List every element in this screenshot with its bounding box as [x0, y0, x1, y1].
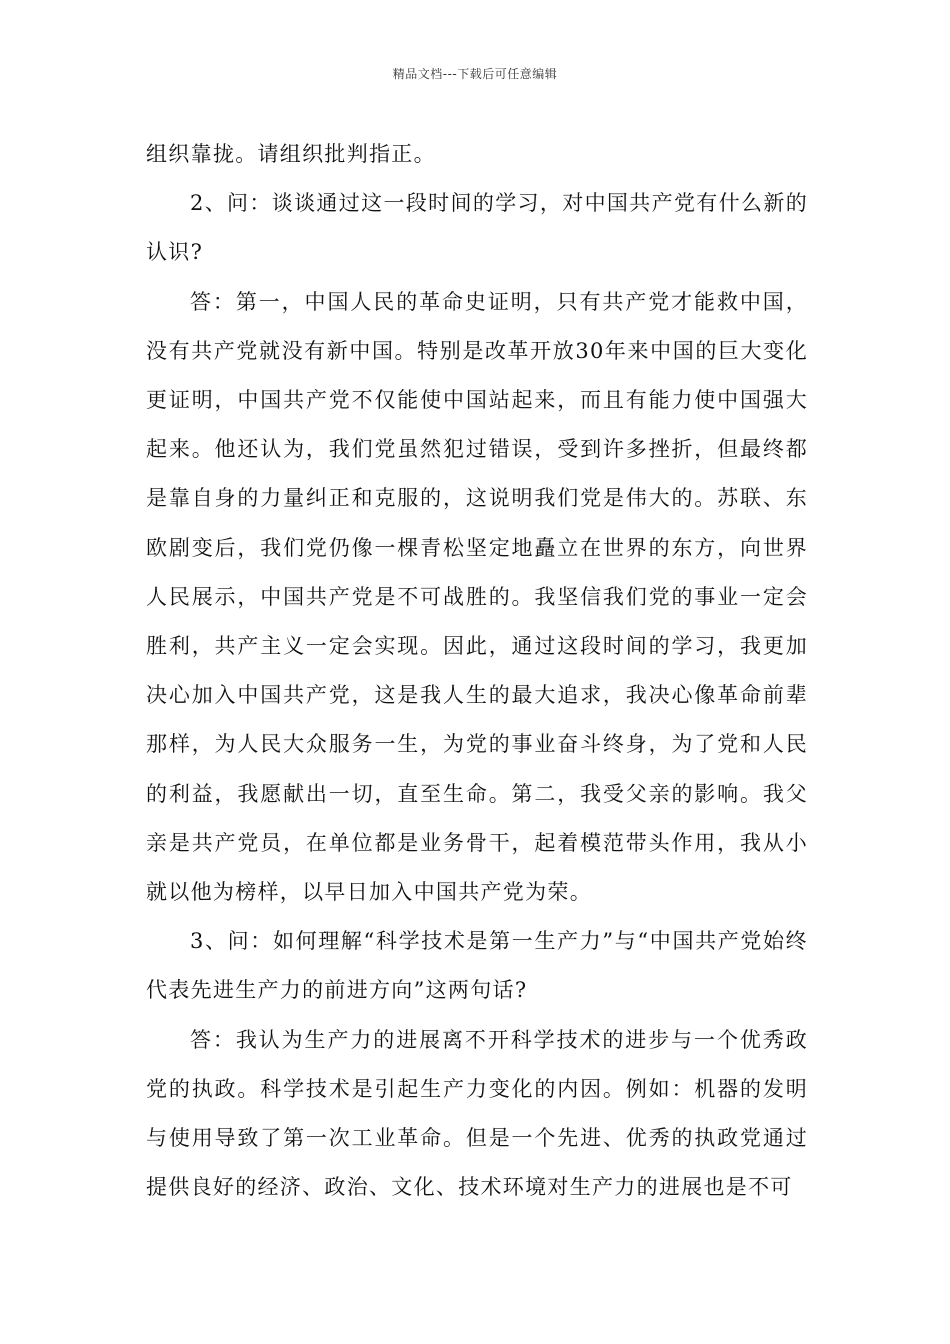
paragraph-question-3: 3、问：如何理解“科学技术是第一生产力”与“中国共产党始终代表先进生产力的前进方向”这两句话? — [146, 929, 808, 1003]
document-body — [146, 130, 808, 1212]
paragraph-continuation: 组织靠拢。请组织批判指正。 — [146, 142, 436, 166]
paragraph-answer-3: 答：我认为生产力的进展离不开科学技术的进步与一个优秀政党的执政。科学技术是引起生产力变化的内因。例如：机器的发明与使用导致了第一次工业革命。但是一个先进、优秀的执政党通过提供良好的经济、政治、文化、技术环境对生产力的进展也是不可 — [146, 1027, 808, 1200]
paragraph-question-2: 2、问：谈谈通过这一段时间的学习，对中国共产党有什么新的认识? — [146, 191, 808, 265]
page-header: 精品文档---下载后可任意编辑 — [392, 67, 558, 81]
paragraph-answer-2: 答：第一，中国人民的革命史证明，只有共产党才能救中国，没有共产党就没有新中国。特别是改革开放30年来中国的巨大变化更证明，中国共产党不仅能使中国站起来，而且有能力使中国强大起来。他还认为，我们党虽然犯过错误，受到许多挫折，但最终都是靠自身的力量纠正和克服的，这说明我们党是伟大的。苏联、东欧剧变后，我们党仍像一棵青松坚定地矗立在世界的东方，向世界人民展示，中国共产党是不可战胜的。我坚信我们党的事业一定会胜利，共产主义一定会实现。因此，通过这段时间的学习，我更加决心加入中国共产党，这是我人生的最大追求，我决心像革命前辈那样，为人民大众服务一生，为党的事业奋斗终身，为了党和人民的利益，我愿献出一切，直至生命。第二，我受父亲的影响。我父亲是共产党员，在单位都是业务骨干，起着模范带头作用，我从小就以他为榜样，以早日加入中国共产党为荣。 — [146, 289, 808, 905]
